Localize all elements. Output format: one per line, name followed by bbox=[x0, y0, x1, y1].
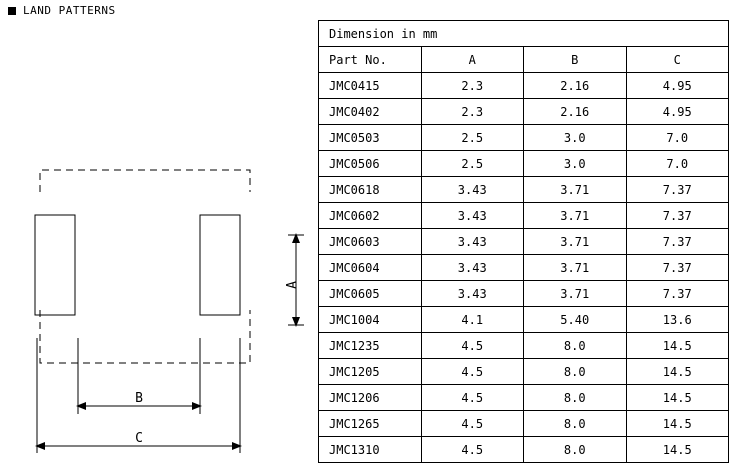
table-row bbox=[319, 177, 729, 203]
table-header-row bbox=[319, 47, 729, 73]
land-patterns-header bbox=[8, 4, 116, 17]
cell-a: 3.43 bbox=[421, 281, 524, 307]
cell-a: 2.5 bbox=[421, 151, 524, 177]
cell-part-no: JMC1265 bbox=[319, 411, 422, 437]
table-row bbox=[319, 255, 729, 281]
table-caption: Dimension in mm bbox=[319, 21, 729, 47]
cell-b: 3.71 bbox=[524, 255, 627, 281]
cell-a: 3.43 bbox=[421, 203, 524, 229]
cell-c: 7.37 bbox=[626, 281, 729, 307]
land-pattern-drawing bbox=[0, 20, 318, 453]
table-row bbox=[319, 151, 729, 177]
cell-a: 2.5 bbox=[421, 125, 524, 151]
table-row bbox=[319, 229, 729, 255]
dim-b-label: B bbox=[135, 391, 143, 406]
cell-a: 4.5 bbox=[421, 411, 524, 437]
square-bullet-icon bbox=[8, 7, 16, 15]
cell-b: 3.71 bbox=[524, 229, 627, 255]
land-pattern-svg bbox=[0, 20, 318, 453]
left-pad bbox=[35, 215, 75, 315]
cell-a: 4.5 bbox=[421, 359, 524, 385]
table-row bbox=[319, 411, 729, 437]
cell-b: 8.0 bbox=[524, 359, 627, 385]
table-row bbox=[319, 333, 729, 359]
page-title: LAND PATTERNS bbox=[23, 4, 116, 17]
cell-b: 3.71 bbox=[524, 177, 627, 203]
cell-a: 3.43 bbox=[421, 177, 524, 203]
column-header-b: B bbox=[524, 47, 627, 73]
cell-a: 2.3 bbox=[421, 99, 524, 125]
cell-a: 4.5 bbox=[421, 333, 524, 359]
table-row bbox=[319, 73, 729, 99]
cell-c: 4.95 bbox=[626, 73, 729, 99]
cell-c: 14.5 bbox=[626, 359, 729, 385]
cell-part-no: JMC1310 bbox=[319, 437, 422, 463]
cell-b: 8.0 bbox=[524, 385, 627, 411]
cell-c: 4.95 bbox=[626, 99, 729, 125]
cell-c: 14.5 bbox=[626, 333, 729, 359]
cell-c: 7.0 bbox=[626, 151, 729, 177]
cell-c: 13.6 bbox=[626, 307, 729, 333]
cell-part-no: JMC0604 bbox=[319, 255, 422, 281]
cell-part-no: JMC0618 bbox=[319, 177, 422, 203]
cell-b: 2.16 bbox=[524, 73, 627, 99]
table-row bbox=[319, 203, 729, 229]
cell-part-no: JMC0605 bbox=[319, 281, 422, 307]
cell-part-no: JMC0503 bbox=[319, 125, 422, 151]
right-pad bbox=[200, 215, 240, 315]
cell-b: 3.0 bbox=[524, 151, 627, 177]
cell-b: 5.40 bbox=[524, 307, 627, 333]
dim-a-label: A bbox=[285, 281, 300, 289]
table-row bbox=[319, 281, 729, 307]
cell-part-no: JMC1206 bbox=[319, 385, 422, 411]
dashed-outline-bottom bbox=[40, 310, 250, 363]
cell-b: 3.0 bbox=[524, 125, 627, 151]
dim-c-label: C bbox=[135, 431, 143, 446]
cell-part-no: JMC0602 bbox=[319, 203, 422, 229]
cell-part-no: JMC1004 bbox=[319, 307, 422, 333]
cell-part-no: JMC0402 bbox=[319, 99, 422, 125]
cell-a: 3.43 bbox=[421, 229, 524, 255]
cell-a: 4.5 bbox=[421, 385, 524, 411]
table-row bbox=[319, 359, 729, 385]
cell-c: 7.37 bbox=[626, 203, 729, 229]
cell-a: 4.5 bbox=[421, 437, 524, 463]
table-row bbox=[319, 437, 729, 463]
column-header-part-no: Part No. bbox=[319, 47, 422, 73]
cell-part-no: JMC1235 bbox=[319, 333, 422, 359]
cell-b: 2.16 bbox=[524, 99, 627, 125]
table-row bbox=[319, 385, 729, 411]
cell-a: 4.1 bbox=[421, 307, 524, 333]
cell-part-no: JMC1205 bbox=[319, 359, 422, 385]
column-header-c: C bbox=[626, 47, 729, 73]
table-row bbox=[319, 307, 729, 333]
column-header-a: A bbox=[421, 47, 524, 73]
cell-b: 8.0 bbox=[524, 411, 627, 437]
cell-b: 3.71 bbox=[524, 281, 627, 307]
cell-b: 8.0 bbox=[524, 333, 627, 359]
table-row bbox=[319, 99, 729, 125]
dimension-table bbox=[318, 20, 729, 463]
table-row bbox=[319, 125, 729, 151]
cell-c: 14.5 bbox=[626, 437, 729, 463]
cell-a: 3.43 bbox=[421, 255, 524, 281]
cell-part-no: JMC0415 bbox=[319, 73, 422, 99]
dimension-table-container bbox=[318, 20, 730, 463]
cell-c: 14.5 bbox=[626, 385, 729, 411]
cell-part-no: JMC0506 bbox=[319, 151, 422, 177]
cell-b: 3.71 bbox=[524, 203, 627, 229]
cell-c: 7.0 bbox=[626, 125, 729, 151]
cell-c: 7.37 bbox=[626, 255, 729, 281]
dashed-outline-top bbox=[40, 170, 250, 192]
cell-c: 7.37 bbox=[626, 177, 729, 203]
cell-b: 8.0 bbox=[524, 437, 627, 463]
cell-c: 7.37 bbox=[626, 229, 729, 255]
cell-a: 2.3 bbox=[421, 73, 524, 99]
table-caption-row bbox=[319, 21, 729, 47]
cell-part-no: JMC0603 bbox=[319, 229, 422, 255]
cell-c: 14.5 bbox=[626, 411, 729, 437]
